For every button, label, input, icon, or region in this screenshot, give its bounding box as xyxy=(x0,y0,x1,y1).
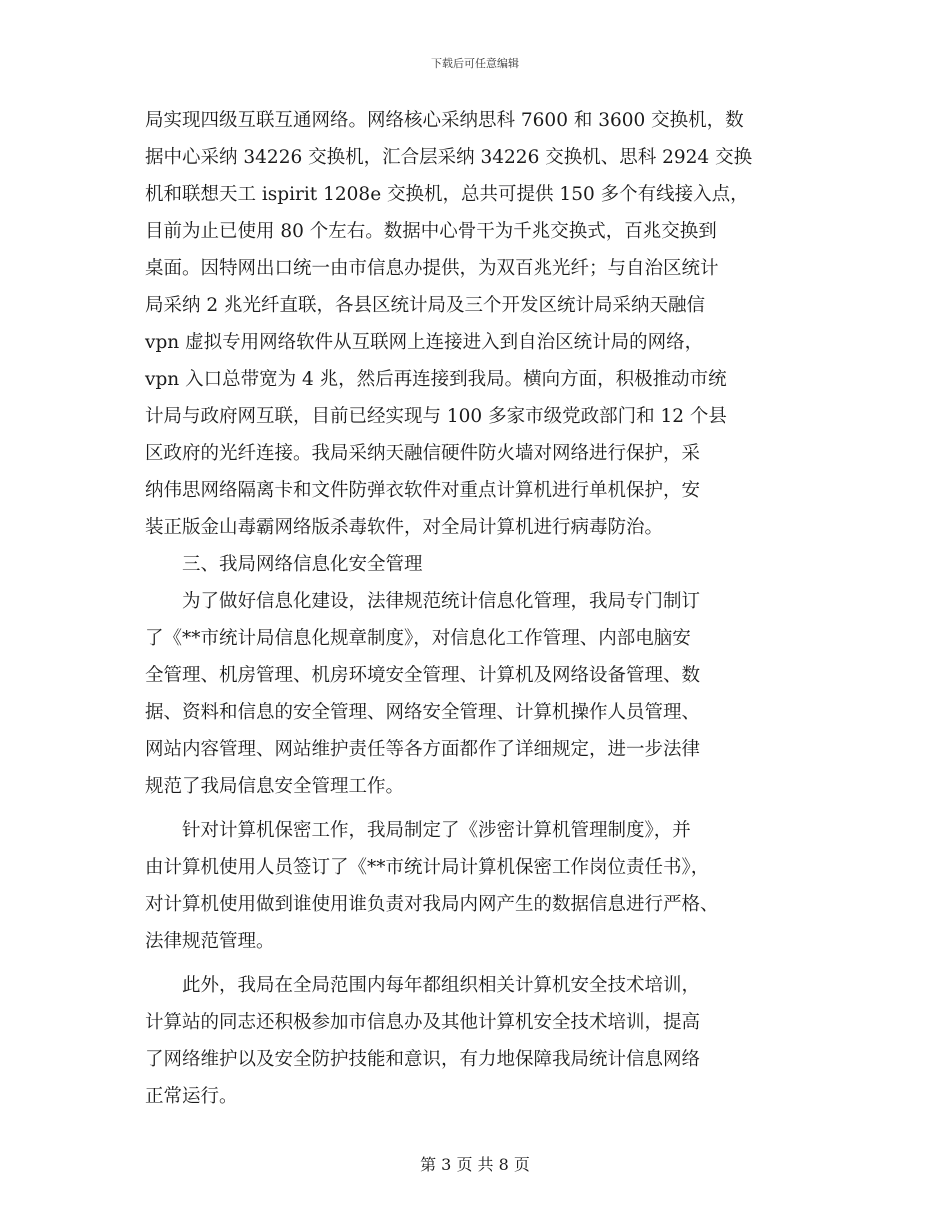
text-line: 由计算机使用人员签订了《**市统计局计算机保密工作岗位责任书》， xyxy=(145,857,710,878)
text-line: vpn 入口总带宽为 4 兆，然后再连接到我局。横向方面，积极推动市统 xyxy=(145,369,727,390)
section-heading: 三、我局网络信息化安全管理 xyxy=(182,554,423,575)
text-line: 法律规范管理。 xyxy=(145,931,275,952)
page-number: 第 3 页 共 8 页 xyxy=(420,1155,530,1174)
text-line: 目前为止已使用 80 个左右。数据中心骨干为千兆交换式，百兆交换到 xyxy=(145,221,717,242)
text-line: 计局与政府网互联，目前已经实现与 100 多家市级党政部门和 12 个县 xyxy=(145,406,727,427)
text-line: 网站内容管理、网站维护责任等各方面都作了详细规定，进一步法律 xyxy=(145,739,701,760)
text-line: 针对计算机保密工作，我局制定了《涉密计算机管理制度》，并 xyxy=(182,820,691,841)
text-line: 了网络维护以及安全防护技能和意识，有力地保障我局统计信息网络 xyxy=(145,1049,701,1070)
text-line: 此外，我局在全局范围内每年都组织相关计算机安全技术培训， xyxy=(182,975,701,996)
page-header: 下载后可任意编辑 xyxy=(431,57,519,70)
text-line: 为了做好信息化建设，法律规范统计信息化管理，我局专门制订 xyxy=(182,591,701,612)
text-line: 了《**市统计局信息化规章制度》，对信息化工作管理、内部电脑安 xyxy=(145,628,691,649)
text-line: 正常运行。 xyxy=(145,1086,238,1107)
text-line: 据、资料和信息的安全管理、网络安全管理、计算机操作人员管理、 xyxy=(145,702,701,723)
text-line: 规范了我局信息安全管理工作。 xyxy=(145,776,405,797)
text-line: 区政府的光纤连接。我局采纳天融信硬件防火墙对网络进行保护，采 xyxy=(145,443,701,464)
text-line: 局采纳 2 兆光纤直联，各县区统计局及三个开发区统计局采纳天融信 xyxy=(145,295,706,316)
text-line: 对计算机使用做到谁使用谁负责对我局内网产生的数据信息进行严格、 xyxy=(145,894,719,915)
text-line: 全管理、机房管理、机房环境安全管理、计算机及网络设备管理、数 xyxy=(145,665,701,686)
text-line: 计算站的同志还积极参加市信息办及其他计算机安全技术培训，提高 xyxy=(145,1012,701,1033)
text-line: 机和联想天工 ispirit 1208e 交换机，总共可提供 150 多个有线接入点， xyxy=(145,184,749,205)
text-line: 纳伟思网络隔离卡和文件防弹衣软件对重点计算机进行单机保护，安 xyxy=(145,480,701,501)
text-line: 装正版金山毒霸网络版杀毒软件，对全局计算机进行病毒防治。 xyxy=(145,517,664,538)
text-line: 局实现四级互联互通网络。网络核心采纳思科 7600 和 3600 交换机，数 xyxy=(145,110,744,131)
text-line: vpn 虚拟专用网络软件从互联网上连接进入到自治区统计局的网络， xyxy=(145,332,704,353)
text-line: 据中心采纳 34226 交换机，汇合层采纳 34226 交换机、思科 2924 交换 xyxy=(145,147,753,168)
text-line: 桌面。因特网出口统一由市信息办提供，为双百兆光纤；与自治区统计 xyxy=(145,258,719,279)
